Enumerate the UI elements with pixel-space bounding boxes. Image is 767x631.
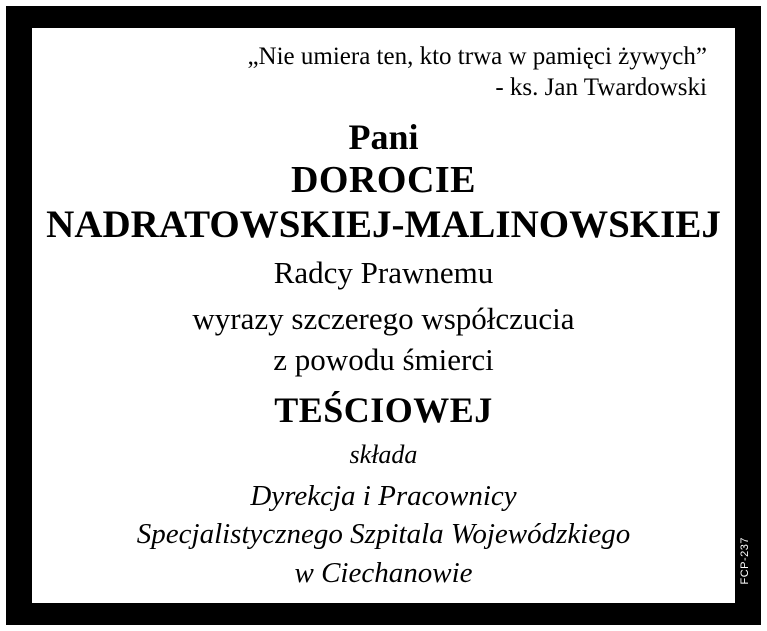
submitted-by-label: składa: [349, 440, 418, 470]
condolence-line-2: z powodu śmierci: [273, 341, 494, 377]
honorific: Pani: [348, 117, 419, 157]
recipient-role: Radcy Prawnemu: [273, 254, 494, 290]
quote-text: „Nie umiera ten, kto trwa w pamięci żywych”: [247, 43, 707, 70]
signatory-line-2: Specjalistycznego Szpitala Wojewódzkiego: [136, 518, 631, 551]
notice-content-panel: [32, 28, 735, 603]
reference-code: FCP-237: [739, 537, 751, 585]
recipient-first-name: DOROCIE: [290, 159, 477, 202]
recipient-surname: NADRATOWSKIEJ-MALINOWSKIEJ: [46, 202, 721, 246]
signatory-line-1: Dyrekcja i Pracownicy: [250, 480, 517, 513]
black-mourning-frame: [6, 6, 761, 625]
signatory-line-3: w Ciechanowie: [294, 556, 473, 589]
quote-attribution: - ks. Jan Twardowski: [495, 73, 707, 101]
quote-block: [54, 42, 713, 103]
deceased-relation: TEŚCIOWEJ: [274, 389, 493, 430]
condolence-line-1: wyrazy szczerego współczucia: [192, 301, 575, 337]
